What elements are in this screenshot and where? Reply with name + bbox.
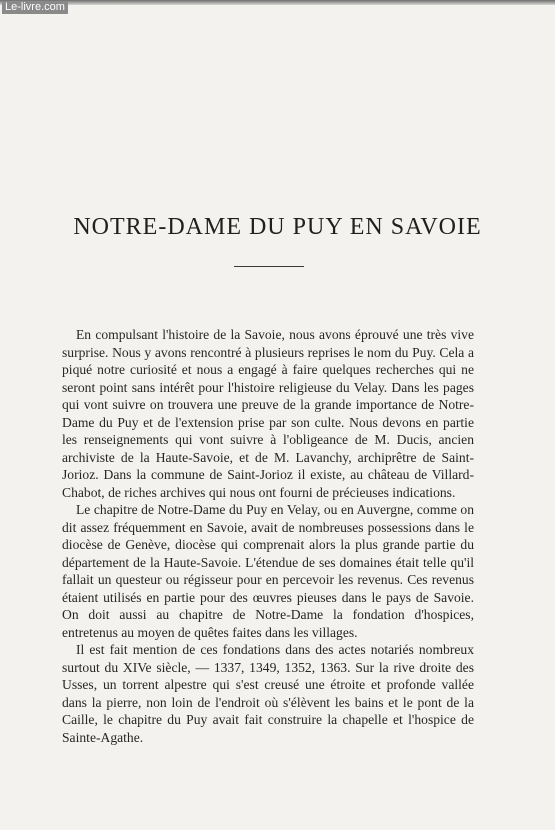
- paragraph-1: En compulsant l'histoire de la Savoie, nous avons éprouvé une très vive surprise. Nous y avons rencontré à plusieurs reprises le nom du Puy. Cela a piqué notre curiosité et nous a engagé à faire quelques recherches qui ne seront point sans intérêt pour l'histoire religieuse du Velay. Dans les pages qui vont suivre on trouvera une preuve de la grande importance de Notre-Dame du Puy et de l'extension prise par son culte. Nous devons en partie les renseignements qui vont suivre à l'obligeance de M. Ducis, ancien archiviste de la Haute-Savoie, et de M. Lavanchy, archiprêtre de Saint-Jorioz. Dans la commune de Saint-Jorioz il existe, au château de Villard-Chabot, de riches archives qui nous ont fourni de précieuses indications.: [62, 327, 474, 500]
- title-divider: [234, 266, 304, 267]
- page-top-edge: [0, 0, 555, 5]
- body-text: [62, 326, 474, 746]
- page-title: NOTRE-DAME DU PUY EN SAVOIE: [73, 214, 482, 240]
- paragraph-2: Le chapitre de Notre-Dame du Puy en Velay, ou en Auvergne, comme on dit assez fréquemment en Savoie, avait de nombreuses possessions dans le diocèse de Genève, diocèse qui comprenait alors la plus grande partie du département de la Haute-Savoie. L'étendue de ses domaines était telle qu'il fallait un questeur ou régisseur pour en percevoir les revenus. Ces revenus étaient utilisés en partie pour des œuvres pieuses dans le pays de Savoie. On doit aussi au chapitre de Notre-Dame la fondation d'hospices, entretenus au moyen de quêtes faites dans les villages.: [62, 502, 474, 640]
- watermark: Le-livre.com: [2, 1, 68, 14]
- paragraph-3: Il est fait mention de ces fondations dans des actes notariés nombreux surtout du XIVe siècle, — 1337, 1349, 1352, 1363. Sur la rive droite des Usses, un torrent alpestre qui s'est creusé une étroite et profonde vallée dans la pierre, non loin de l'endroit où s'élèvent les bains et le pont de la Caille, le chapitre du Puy avait fait construire la chapelle et l'hospice de Sainte-Agathe.: [62, 642, 474, 745]
